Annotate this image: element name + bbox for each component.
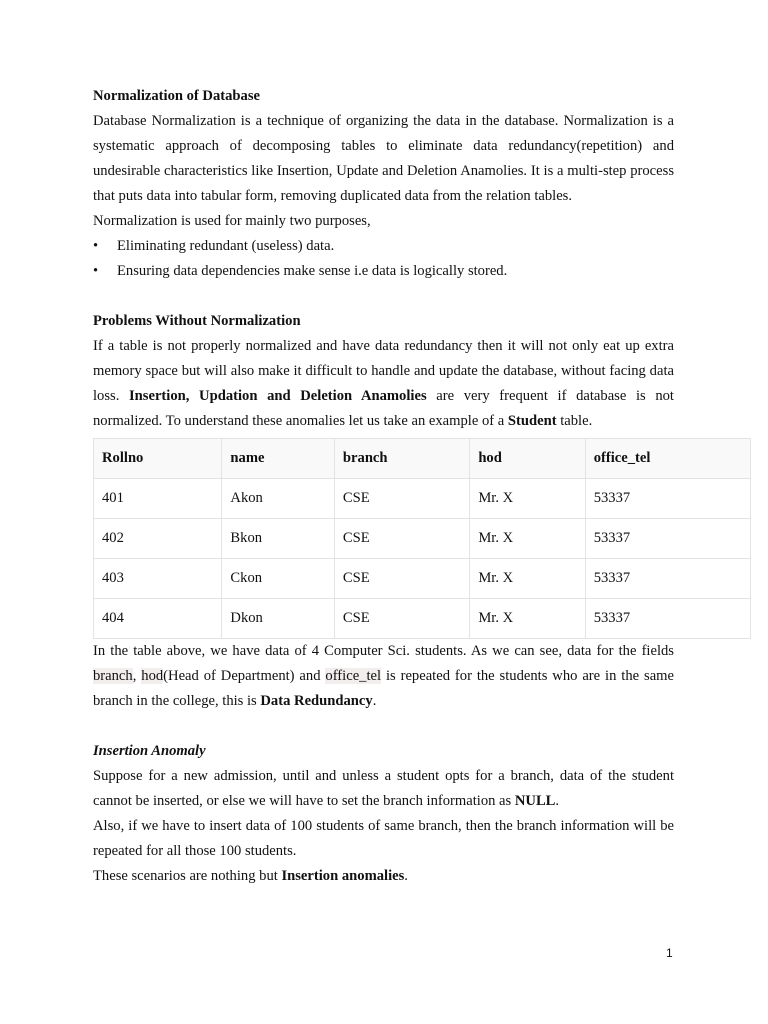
insertion-anomalies-emphasis: Insertion anomalies xyxy=(281,868,405,884)
table-cell: 53337 xyxy=(585,479,750,519)
table-cell: CSE xyxy=(334,559,469,599)
list-item xyxy=(93,234,674,259)
table-cell: 403 xyxy=(94,559,222,599)
section-heading-normalization: Normalization of Database xyxy=(93,88,260,104)
table-cell: 53337 xyxy=(585,599,750,639)
field-name-office-tel: office_tel xyxy=(325,668,382,684)
insertion-paragraph-1 xyxy=(93,764,674,814)
table-cell: 53337 xyxy=(585,519,750,559)
bullet-icon: • xyxy=(93,263,99,279)
page-number: 1 xyxy=(666,946,673,960)
problems-text: If a table is not properly normalized and have data redundancy then it will not only eat up extra memory space but will also make it difficult to handle and update the database, without facing data loss. xyxy=(93,338,674,404)
spacer xyxy=(93,284,674,309)
insertion-paragraph-3 xyxy=(93,864,674,889)
table-row xyxy=(94,519,751,559)
table-cell: 402 xyxy=(94,519,222,559)
table-row xyxy=(94,559,751,599)
redundancy-text: . xyxy=(372,693,377,709)
problems-text: table. xyxy=(556,413,593,429)
table-cell: Dkon xyxy=(222,599,335,639)
student-table xyxy=(93,438,751,639)
section-heading-insertion-anomaly: Insertion Anomaly xyxy=(93,743,206,759)
redundancy-text: (Head of Department) and xyxy=(163,668,326,684)
insertion-paragraph-2: Also, if we have to insert data of 100 students of same branch, then the branch information will be repeated for all those 100 students. xyxy=(93,818,674,859)
section-heading-problems: Problems Without Normalization xyxy=(93,313,301,329)
table-cell: 401 xyxy=(94,479,222,519)
purposes-list xyxy=(93,234,674,284)
table-cell: Mr. X xyxy=(470,599,585,639)
redundancy-text: , xyxy=(132,668,142,684)
insertion-text: Suppose for a new admission, until and unless a student opts for a branch, data of the student cannot be inserted, or else we will have to set the branch information as xyxy=(93,768,674,809)
redundancy-paragraph xyxy=(93,639,674,714)
student-emphasis: Student xyxy=(507,413,557,429)
insertion-text: . xyxy=(404,868,408,884)
spacer xyxy=(93,714,674,739)
table-cell: Akon xyxy=(222,479,335,519)
table-cell: 404 xyxy=(94,599,222,639)
column-header-branch: branch xyxy=(334,439,469,479)
insertion-text: These scenarios are nothing but xyxy=(93,868,282,884)
page-content xyxy=(93,84,674,889)
data-redundancy-emphasis: Data Redundancy xyxy=(260,693,373,709)
table-cell: CSE xyxy=(334,519,469,559)
column-header-hod: hod xyxy=(470,439,585,479)
table-cell: Mr. X xyxy=(470,479,585,519)
student-table-wrapper xyxy=(93,438,751,639)
field-name-branch: branch xyxy=(93,668,133,684)
problems-text: are very frequent if database is not normalized. To understand these anomalies let us take an example of a xyxy=(93,388,674,429)
redundancy-text: In the table above, we have data of 4 Computer Sci. students. As we can see, data for the fields xyxy=(93,643,674,659)
table-cell: Mr. X xyxy=(470,519,585,559)
insertion-text: . xyxy=(555,793,560,809)
purposes-intro: Normalization is used for mainly two purposes, xyxy=(93,213,371,229)
table-cell: Ckon xyxy=(222,559,335,599)
column-header-name: name xyxy=(222,439,335,479)
list-item xyxy=(93,259,674,284)
column-header-office-tel: office_tel xyxy=(585,439,750,479)
problems-paragraph xyxy=(93,334,674,434)
table-cell: CSE xyxy=(334,599,469,639)
bullet-icon: • xyxy=(93,238,99,254)
table-cell: 53337 xyxy=(585,559,750,599)
null-emphasis: NULL xyxy=(514,793,556,809)
table-header-row xyxy=(94,439,751,479)
table-cell: CSE xyxy=(334,479,469,519)
list-item-text: Eliminating redundant (useless) data. xyxy=(117,238,335,254)
table-cell: Bkon xyxy=(222,519,335,559)
redundancy-text: is repeated for the students who are in the same branch in the college, this is xyxy=(93,668,675,709)
list-item-text: Ensuring data dependencies make sense i.e data is logically stored. xyxy=(117,263,508,279)
column-header-rollno: Rollno xyxy=(94,439,222,479)
table-row xyxy=(94,479,751,519)
intro-paragraph: Database Normalization is a technique of organizing the data in the database. Normalization is a systematic approach of decomposing tables to eliminate data redundancy(repetition) and undesirable characteristics like Insertion, Update and Deletion Anamolies. It is a multi-step process that puts data into tabular form, removing duplicated data from the relation tables. xyxy=(93,113,674,204)
field-name-hod: hod xyxy=(141,668,164,684)
anomalies-emphasis: Insertion, Updation and Deletion Anamolies xyxy=(129,388,427,404)
table-row xyxy=(94,599,751,639)
table-cell: Mr. X xyxy=(470,559,585,599)
